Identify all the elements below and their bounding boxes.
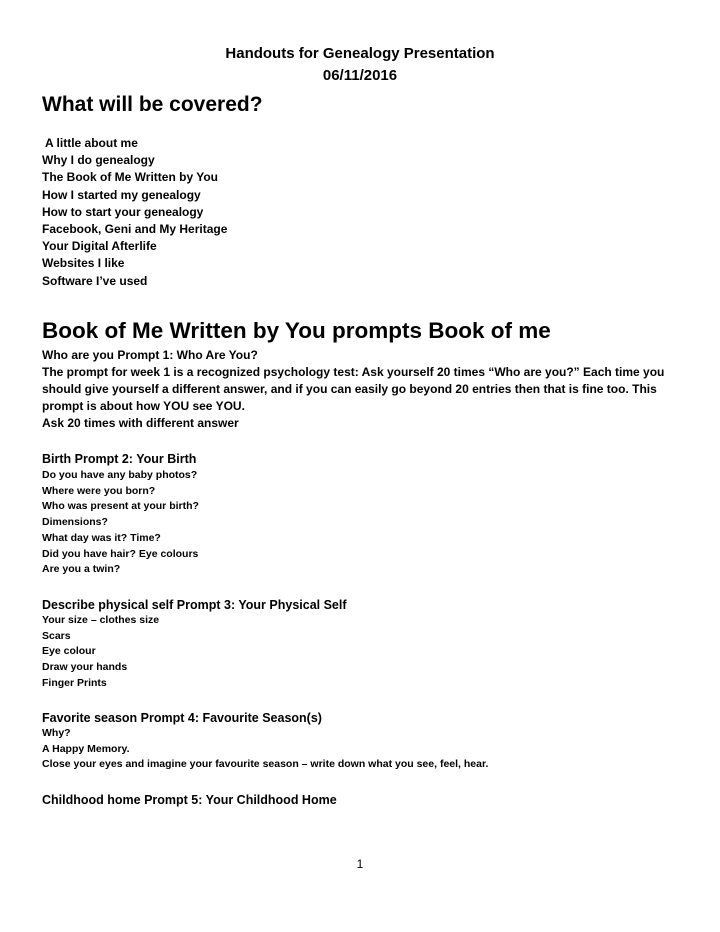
list-item: Why I do genealogy	[42, 153, 155, 168]
page-number: 1	[356, 857, 364, 871]
prompt-1-title: Who are you Prompt 1: Who Are You?	[42, 348, 258, 362]
book-heading: Book of Me Written by You prompts Book of me	[42, 318, 551, 343]
prompt-3-list	[42, 613, 682, 692]
list-item: How to start your genealogy	[42, 204, 204, 219]
prompt-1-section	[42, 347, 684, 432]
prompt-2-title: Birth Prompt 2: Your Birth	[42, 452, 197, 466]
list-item: Finger Prints	[42, 676, 107, 689]
list-item: How I started my genealogy	[42, 187, 201, 202]
prompt-1-note: Ask 20 times with different answer	[42, 416, 239, 430]
list-item: Eye colour	[42, 645, 96, 658]
list-item: Dimensions?	[42, 516, 108, 529]
list-item: The Book of Me Written by You	[42, 170, 219, 185]
prompt-3-title: Describe physical self Prompt 3: Your Physical Self	[42, 598, 347, 612]
list-item: Your Digital Afterlife	[42, 239, 157, 254]
list-item: What day was it? Time?	[42, 531, 161, 544]
list-item: Your size – clothes size	[42, 614, 160, 626]
list-item: Do you have any baby photos?	[42, 469, 198, 481]
list-item: Facebook, Geni and My Heritage	[42, 222, 228, 237]
list-item: Are you a twin?	[42, 563, 121, 576]
list-item: Scars	[42, 629, 71, 642]
list-item: Websites I like	[42, 256, 125, 271]
prompt-4-title: Favorite season Prompt 4: Favourite Season(s)	[42, 711, 322, 725]
prompt-2-list	[42, 468, 682, 578]
list-item: Close your eyes and imagine your favourite season – write down what you see, feel, hear.	[42, 758, 489, 771]
list-item: Did you have hair? Eye colours	[42, 547, 199, 560]
list-item: Where were you born?	[42, 484, 156, 497]
covered-heading: What will be covered?	[42, 93, 263, 116]
document-title: Handouts for Genealogy Presentation	[225, 45, 495, 62]
list-item: Why?	[42, 727, 71, 739]
list-item: A little about me	[45, 136, 138, 150]
covered-list	[42, 135, 682, 290]
prompt-4-list	[42, 726, 682, 773]
list-item: Software I’ve used	[42, 273, 148, 288]
list-item: Who was present at your birth?	[42, 500, 199, 513]
list-item: A Happy Memory.	[42, 742, 130, 755]
list-item: Draw your hands	[42, 661, 128, 674]
prompt-5-title: Childhood home Prompt 5: Your Childhood Home	[42, 793, 337, 807]
document-date: 06/11/2016	[322, 67, 398, 84]
prompt-1-body: The prompt for week 1 is a recognized psychology test: Ask yourself 20 times “Who are you?” Each time you should give yourself a different answer, and if you can easily go beyond 20 entries then that is fine too. This prompt is about how YOU see YOU.	[42, 365, 665, 413]
